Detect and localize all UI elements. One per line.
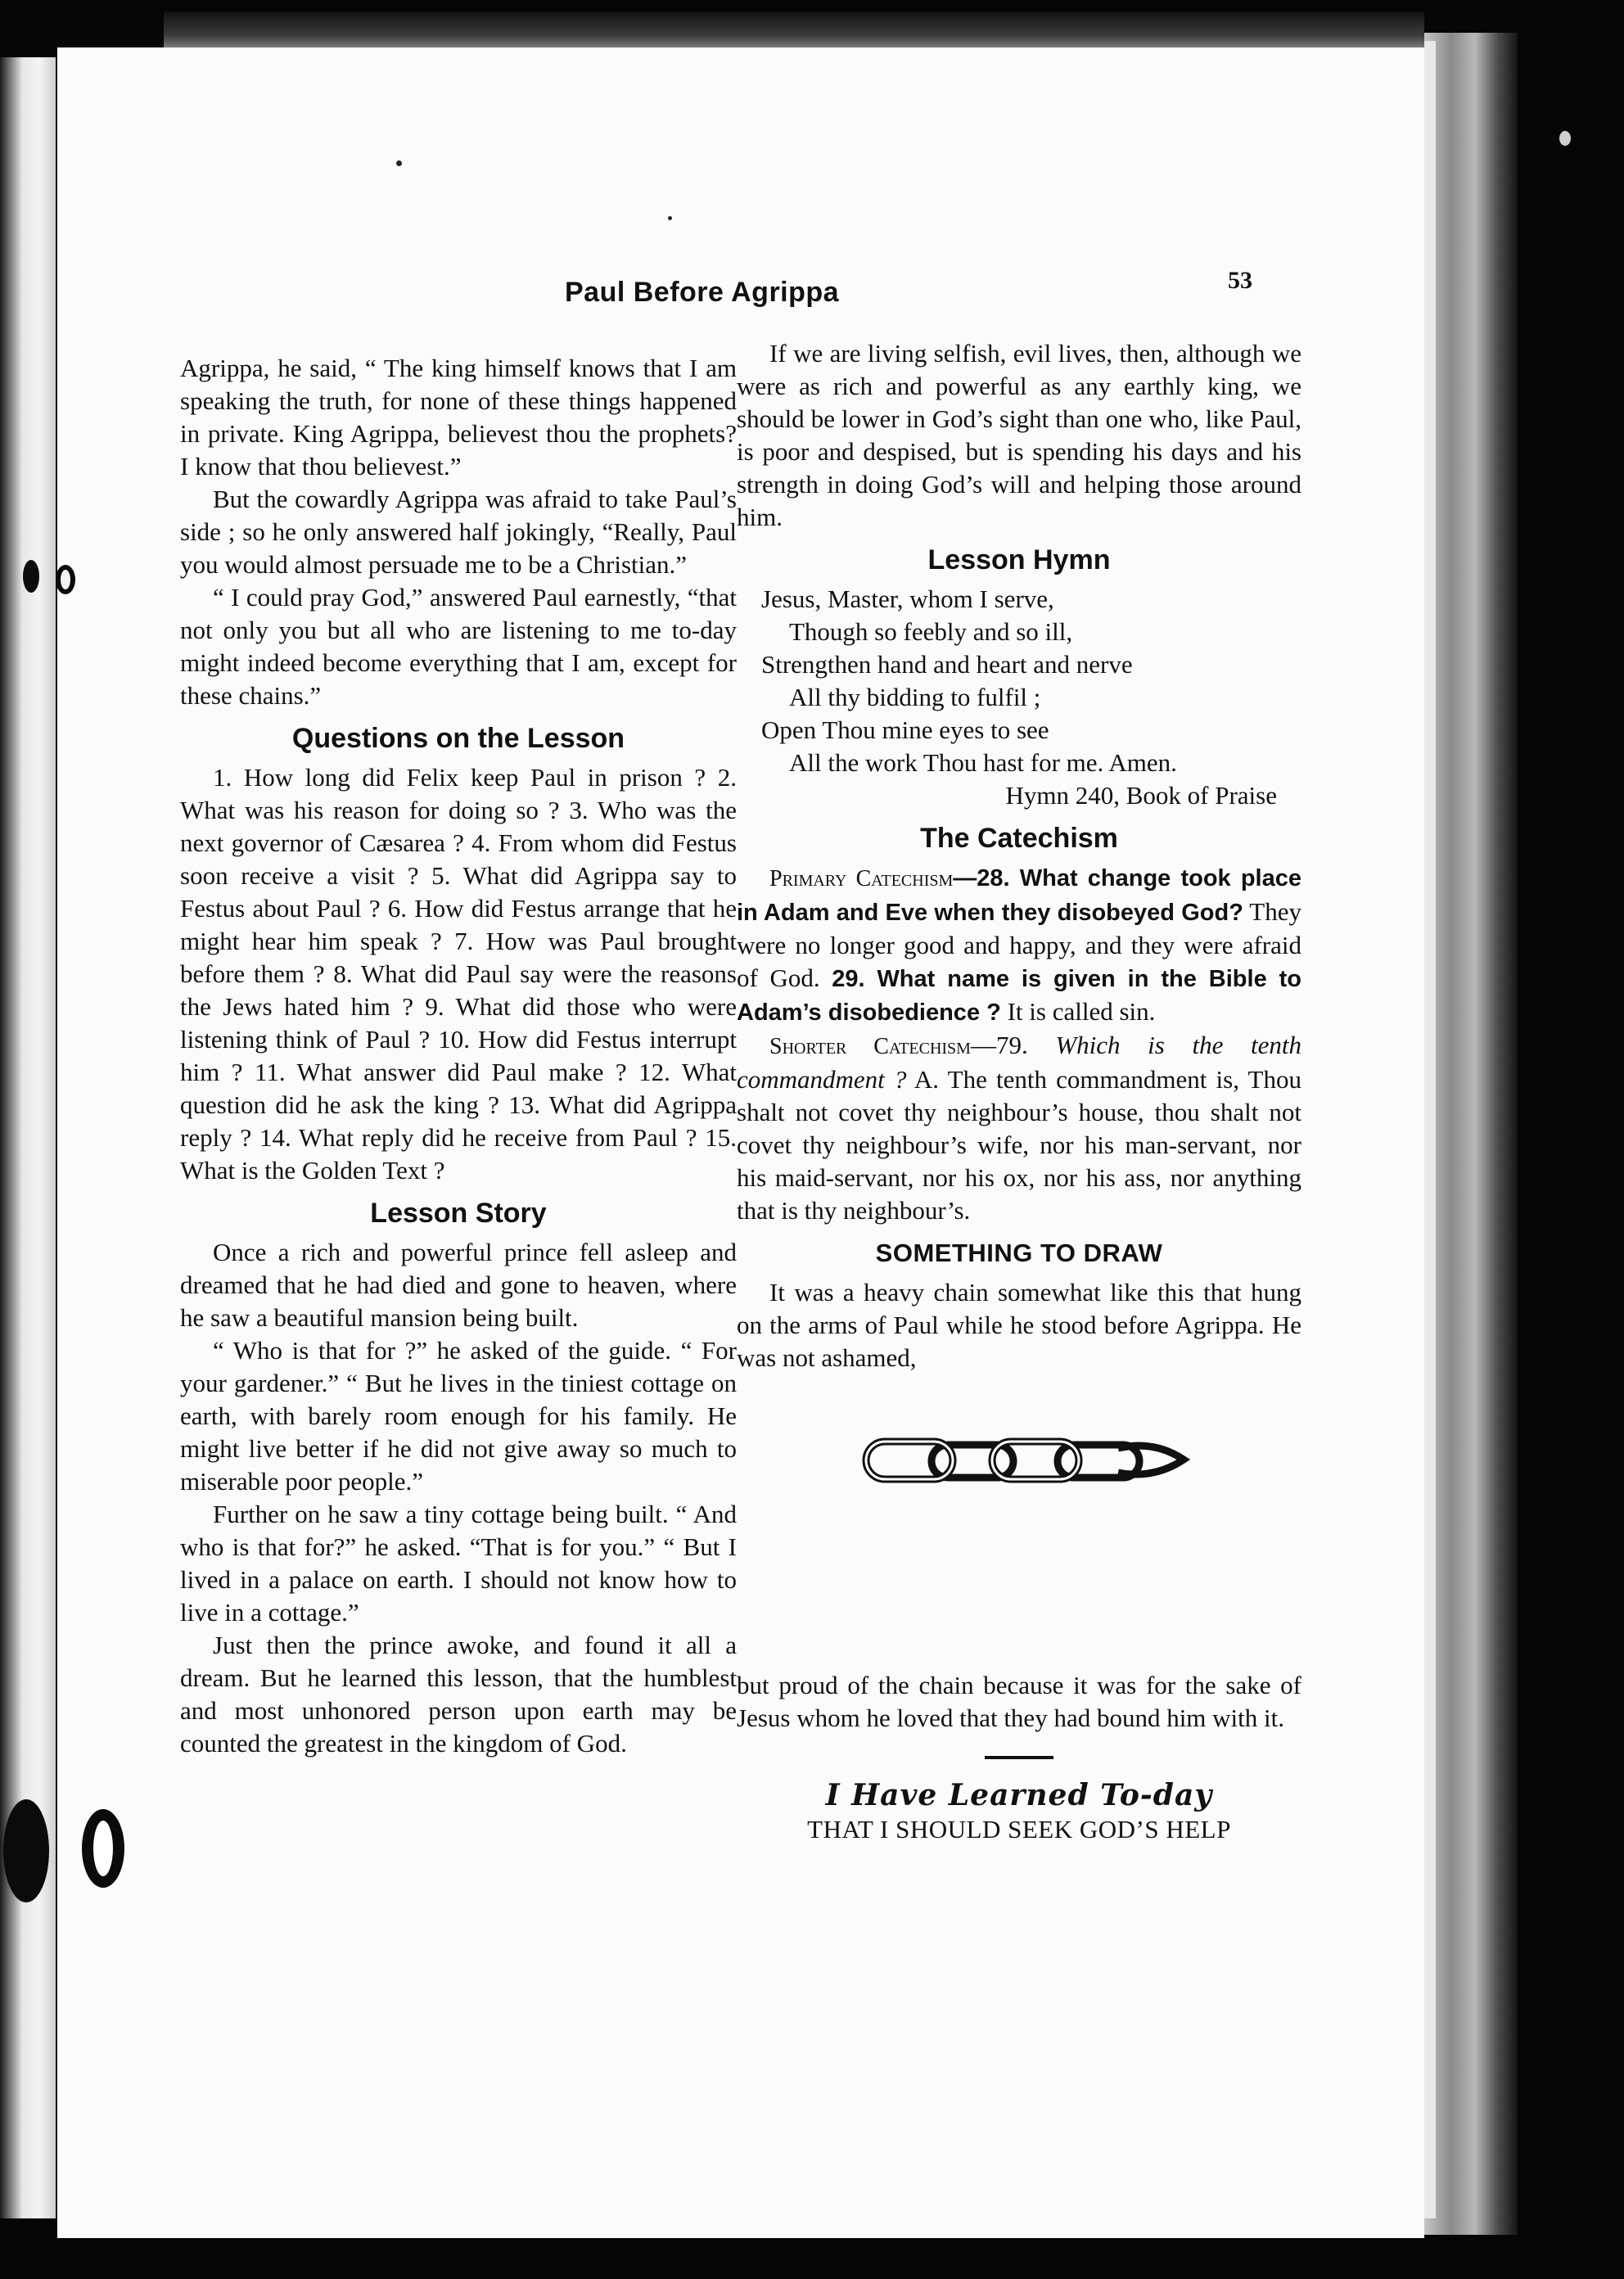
hymn-line: All thy bidding to fulfil ; <box>789 683 1041 711</box>
story-paragraph: Just then the prince awoke, and found it all a dream. But he learned this lesson, that the humblest and most unhonored person upon earth may be counted the greatest in the kingdom of God. <box>180 1631 737 1758</box>
shorter-number: —79. <box>970 1031 1056 1059</box>
paragraph: Agrippa, he said, “ The king himself knows that I am speaking the truth, for none of these things happened in private. King Agrippa, believest thou the prophets? I know that thou believest.” <box>180 354 737 481</box>
draw-heading: SOMETHING TO DRAW <box>875 1239 1163 1267</box>
learned-heading: I Have Learned To-day <box>825 1778 1213 1812</box>
hymn <box>761 583 1301 812</box>
draw-paragraph: It was a heavy chain somewhat like this that hung on the arms of Paul while he stood before Agrippa. He was not ashamed, <box>737 1278 1301 1372</box>
paragraph: If we are living selfish, evil lives, then, although we were as rich and powerful as any earthly king, we should be lower in God’s sight than one who, like Paul, is poor and despised, but is spending his days and his strength in doing God’s will and helping those around him. <box>737 339 1301 531</box>
divider <box>985 1756 1053 1759</box>
paragraph: “ I could pray God,” answered Paul earnestly, “that not only you but all who are listening to me to-day might indeed become everything that I am, except for these chains.” <box>180 583 737 710</box>
draw-paragraph: but proud of the chain because it was for the sake of Jesus whom he loved that they had bound him with it. <box>737 1671 1301 1732</box>
binding-ring <box>82 1809 124 1888</box>
chain-icon <box>859 1424 1203 1497</box>
learned-text: THAT I SHOULD SEEK GOD’S HELP <box>807 1815 1231 1844</box>
primary-label: Primary Catechism <box>769 866 954 891</box>
hymn-heading: Lesson Hymn <box>927 544 1111 575</box>
right-column <box>737 337 1301 1846</box>
page-number: 53 <box>1228 267 1252 294</box>
hymn-line: Strengthen hand and heart and nerve <box>761 650 1133 679</box>
book-page-stack <box>1423 33 1518 2235</box>
left-column <box>180 352 737 1760</box>
binding-ring <box>56 565 75 594</box>
shorter-label: Shorter Catechism <box>769 1034 971 1059</box>
answer-28: They were no longer good and happy, and they were afraid of God. <box>737 897 1301 992</box>
hymn-source: Hymn 240, Book of Praise <box>1005 781 1277 810</box>
catechism-heading: The Catechism <box>920 823 1118 854</box>
hymn-line: Though so feebly and so ill, <box>789 617 1073 646</box>
primary-catechism <box>737 861 1301 1029</box>
shorter-question: Which is the tenth commandment ? <box>737 1031 1301 1094</box>
ink-speck <box>396 160 402 166</box>
paragraph: But the cowardly Agrippa was afraid to take Paul’s side ; so he only answered half jokingly, “Really, Paul you would almost persuade me to be a Christian.” <box>180 485 737 579</box>
hymn-line: Jesus, Master, whom I serve, <box>761 584 1054 613</box>
shorter-answer: A. The tenth commandment is, Thou shalt not covet thy neighbour’s house, thou shalt not covet thy neighbour’s wife, nor his man-servant, nor his maid-servant, nor his ox, nor his ass, nor anything that is thy neighbour’s. <box>737 1065 1301 1225</box>
questions-paragraph: 1. How long did Felix keep Paul in prison ? 2. What was his reason for doing so ? 3. Who was the next governor of Cæsarea ? 4. From whom did Festus soon receive a visit ? 5. What did Agrippa say to Festus about Paul ? 6. How did Festus arrange that he might hear him speak ? 7. How was Paul brought before them ? 8. What did Paul say were the reasons the Jews hated him ? 9. What did those who were listening think of Paul ? 10. How did Festus interrupt him ? 11. What answer did Paul make ? 12. What question did he ask the king ? 13. What did Agrippa reply ? 14. What reply did he receive from Paul ? 15. What is the Golden Text ? <box>180 763 737 1185</box>
chain-illustration <box>737 1374 1301 1538</box>
question-28: —28. What change took place in Adam and Eve when they disobeyed God? <box>737 865 1301 926</box>
book-page-edge <box>1424 41 1436 2218</box>
question-29: 29. What name is given in the Bible to Adam’s disobedience ? <box>737 966 1301 1026</box>
answer-29: It is called sin. <box>1000 997 1156 1026</box>
hymn-line: Open Thou mine eyes to see <box>761 715 1049 744</box>
story-heading: Lesson Story <box>370 1198 547 1229</box>
hymn-line: All the work Thou hast for me. Amen. <box>789 748 1177 777</box>
questions-heading: Questions on the Lesson <box>291 723 625 754</box>
ink-speck <box>668 216 672 220</box>
story-paragraph: Once a rich and powerful prince fell asleep and dreamed that he had died and gone to heaven, where he saw a beautiful mansion being built. <box>180 1238 737 1332</box>
story-paragraph: “ Who is that for ?” he asked of the guide. “ For your gardener.” “ But he lives in the tiniest cottage on earth, with barely room enough for his family. He might live better if he did not give away so much to miserable poor people.” <box>180 1336 737 1496</box>
spacer <box>737 1538 1301 1669</box>
running-header: Paul Before Agrippa <box>565 277 840 308</box>
story-paragraph: Further on he saw a tiny cottage being built. “ And who is that for?” he asked. “That is for you.” “ But I lived in a palace on earth. I should not know how to live in a cottage.” <box>180 1500 737 1627</box>
binding-hole <box>23 560 39 593</box>
binding-hole <box>3 1799 49 1902</box>
shorter-catechism <box>737 1029 1301 1227</box>
ink-speck <box>1559 131 1571 146</box>
